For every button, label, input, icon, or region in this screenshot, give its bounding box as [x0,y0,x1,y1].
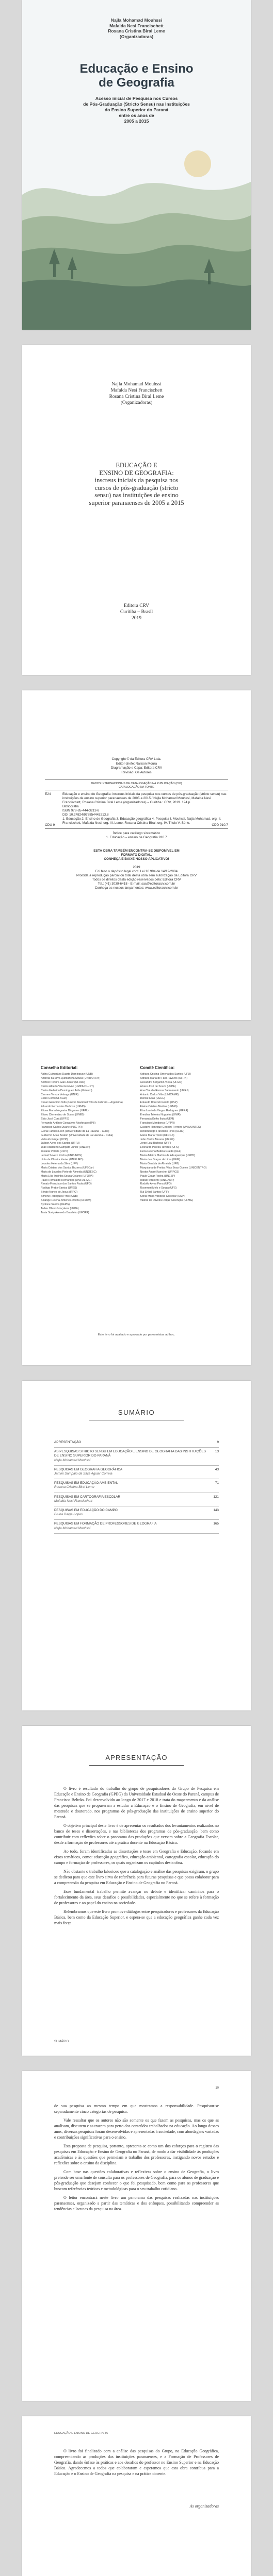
cover-title-line: Educação e Ensino [79,62,194,76]
toc-entry-author: Bruna Daiga-Lopes [54,1513,83,1517]
toc-entry-author: Najla Mohamad Mouhssi [54,1458,91,1462]
summary-title: SUMÁRIO [118,1409,155,1416]
council-member: Rui Erthal Santos (UFF) [140,1191,169,1194]
title-page [22,345,251,675]
cover-name: Mafalda Nesi Francischett [109,23,164,28]
paragraph: de sua pesquisa ao mesmo tempo em que mostramos a responsabilidade. Pesquisou-se separadamente cinco categorias de pesquisa. [54,2104,219,2114]
cip-classification [45,823,228,827]
council-member: Francisco Carlos Duarte (PUC-PR) [41,1125,83,1129]
council-member: Denise Elias (UECE) [140,1097,165,1100]
catalog-index [22,832,251,840]
rights-year: 2019 [133,866,140,869]
toc-entry-author: Najla Mohamad Mouhssi [54,1526,91,1530]
cover-name: Rosana Cristina Biral Leme [108,28,165,33]
council-member: Álvaro José de Souza (UFPE) [140,1084,176,1088]
council-member: Simone Rodrigues Pinto (UNB) [41,1195,78,1198]
legal-deposit: Foi feito o depósito legal conf. Lei 10.994 de 14/12/2004 [95,870,178,873]
cover-subtitle-line: do Ensino Superior do Paraná [104,107,169,112]
council-member: Jorge Luiz Barbosa (UFF) [140,1142,171,1145]
title-line: sensu) nas instituições de ensino [94,492,179,499]
toc-entry-title: PESQUISAS EM EDUCAÇÃO DO CAMPO [54,1509,118,1513]
toc-entry-page: 43 [215,1467,219,1471]
editorial-council-list [41,1073,133,1215]
council-member: Gloria Fariñas León (Universidade de La Havana – Cuba) [41,1129,109,1133]
council-member: Andréia da Silva Quintanilha Sousa (UNIR/UFRN) [41,1076,101,1080]
council-member: Marquiana de Freitas Vilas Boas Gomes (UNICENTRO) [140,1166,207,1170]
council-member: Sydione Santos (UEPG) [41,1203,70,1206]
cip-doi: DOI 10.24824/978854443213.8 [62,813,109,817]
cover-name: (Organizadoras) [119,33,154,39]
catalog-index-entry: 1. Educação – ensino de Geografia 910.7 [106,836,167,839]
author-role: (Organizadoras) [120,400,153,405]
app-notice: CONHEÇA E BAIXE NOSSO APLICATIVO! [104,857,169,861]
layout-line: Diagramação e Capa: Editora CRV [110,766,163,770]
spacer [43,861,230,866]
council-member: Elizeu Clementino de Souza (UNEB) [41,1113,85,1117]
council-member: Nestor André Kaercher (UFRGS) [140,1170,180,1174]
council-member: João Adalberto Campato Junior (UNESP) [41,1146,90,1149]
paragraph: Ao todo, foram identificadas as dissertações e teses em Geografia e Educação, focando em eixos temáticos, como: educação geográfica, educação ambiental, cartografia escolar, educação do campo e formação de professores, os quais organizam os capítulos desta obra. [54,1849,219,1865]
presentation-final-page [22,2416,251,2576]
council-member: Celso Conti (UFSCar) [41,1097,67,1100]
council-member: Carmen Tereza Velanga (UNIR) [41,1093,79,1096]
toc-entry-title: AS PESQUISAS STRICTO SENSU EM EDUCAÇÃO E ENSINO DE GEOGRAFIA DAS INSTITUIÇÕES DE ENSINO SUPERIOR DO PARANÁ [54,1450,206,1458]
cover-illustration [22,133,251,330]
council-member: Paulo Cesar Rocha (UNESP) [140,1174,175,1178]
presentation-page [22,1726,251,2056]
presentation-title: APRESENTAÇÃO [105,1754,168,1761]
presentation-continued-body [54,2103,219,2215]
copyright-line: Copyright © da Editora CRV Ltda. [111,757,162,761]
scientific-committee-title: Comitê Científico: [140,1065,175,1070]
council-member: Tania Suely Azevedo Brasileiro (UFOPA) [41,1211,89,1214]
cover-name: Najla Mohamad Mouhssi [110,18,163,23]
council-member: Adriana Cristina Omena dos Santos (UFU) [140,1073,191,1076]
cover-subtitle-line: 2005 a 2015 [124,118,149,124]
scientific-committee-list [140,1073,233,1203]
presentation-body [54,1786,219,1929]
council-member: Maria das Graças de Lima (UEM) [140,1158,180,1162]
council-member: Lourdes Helena da Silva (UFV) [41,1162,78,1165]
copyright-credits [22,757,251,775]
council-member: Enedina Teixeira Nogueira (UNIR) [140,1113,181,1117]
toc-entry[interactable] [54,1506,219,1520]
summary-link[interactable]: SUMÁRIO [54,2040,69,2043]
council-member: Fernando Antônio Gonçalves Alcoforado (IPB) [41,1121,96,1125]
presentation-continued-page [22,2071,251,2401]
council-member: Lídia de Oliveira Xavier (UNIEURO) [41,1158,84,1162]
cover-page [22,0,251,330]
council-columns [41,1065,232,1215]
title-page-title [69,462,204,506]
scientific-committee [140,1065,233,1215]
title-line: superior paranaenses de 2005 a 2015 [89,499,184,506]
toc-entry-page: 71 [215,1481,219,1485]
council-member: João Carlos Moreira (UEPG) [140,1138,174,1141]
council-member: Élsio José Corá (UFFS) [41,1117,69,1121]
toc-entry[interactable] [54,1438,219,1448]
rights-reserved: Todos os direitos desta edição reservados pela: Editora CRV [92,878,181,882]
editor-line: Editor-chefe: Railson Moura [116,761,157,766]
council-member: Gustavo Henrique Cepolini Ferreira (UNIMONTES) [140,1125,201,1129]
council-member: Rosemeri Melo e Souza (UFS) [140,1187,177,1190]
council-member: Elione Maria Nogueira Diogenes (UFAL) [41,1109,89,1113]
council-member: Helmuth Krüger (UCP) [41,1138,68,1141]
table-of-contents [54,1438,219,1534]
council-member: Sonia Maria Vanzella Castellar (USP) [140,1195,185,1198]
council-member: Elsa Laurinda Viegas Rodrigues (UFRA) [140,1109,188,1113]
toc-entry-author: Mafalda Nesi Francischett [54,1499,92,1503]
paragraph: Não obstante o trabalho laborioso que a catalogação e análise das pesquisas exigiram, o grupo se dedicou para que este livro sirva de referência para futuras pesquisas e que possa colaborar para a compreensão da pesquisa em Educação e Ensino de Geografia no Paraná. [54,1869,219,1885]
reproduction-notice: Proibida a reprodução parcial ou total desta obra sem autorização da Editora CRV [76,874,197,877]
council-member: Valéria de Oliveira Roque Ascenção (UFMG) [140,1199,194,1202]
cip-isbn: ISBN 978-85-444-3213-8 [62,809,100,812]
paragraph: Relembramos que este livro promove diálogos entre pesquisadores e professores da Educação Básica, bem como da Educação Superior, e espera-se que a educação geográfica ganhe cada vez mais força. [54,1909,219,1925]
paragraph: Esse fundamental trabalho permite avançar no debate e identificar caminhos para o fortalecimento da área, seus desafios e possibilidades, especialmente no que se refere à formação de professores e ao papel do ensino na sociedade. [54,1889,219,1905]
toc-entry-page: 165 [213,1522,219,1526]
digital-notice: FORMATO DIGITAL. [121,853,152,857]
author-name: Mafalda Nesi Francischett [110,388,163,393]
toc-entry-page: 9 [217,1440,219,1444]
cover-subtitle-line: Acesso inicial de Pesquisa nos Cursos [95,96,178,101]
council-member: Rodolfo Alves Pena (UFG) [140,1182,172,1186]
council-member: Hindenburgo Francisco Pires (UERJ) [140,1129,184,1133]
paragraph: Vale ressaltar que os autores não são somente os que fazem as pesquisas, mas os que as analisam, discutem e as trazem para perto dos conteúdos trabalhados na educação. Ao longo desses anos, diversas pesquisas foram desenvolvidas e apresentadas à sociedade, com abordagens variadas e contribuições significativas para o ensino. [54,2118,219,2140]
cip-record [45,792,228,825]
paragraph: O livro foi finalizado com a análise das pesquisas do Grupo, na Educação Geográfica, compreendendo as produções das instituições paranaenses, e a Formação de Professores de Geografia, dando ênfase às práticas e aos desafios do professor no Ensino Superior e na Educação Básica. Agradecemos a todos que colaboraram e esperamos que esta obra contribua para a Educação e o Ensino de Geografia na pesquisa e na prática docente. [54,2449,219,2476]
contact-line: Tel.: (41) 3039-6418 - E-mail: sac@editoracrv.com.br [98,882,175,886]
toc-entry-title: PESQUISAS EM CARTOGRAFIA ESCOLAR [54,1495,120,1499]
council-member: Josania Portela (UFPI) [41,1150,68,1154]
cip-header-line: DADOS INTERNACIONAIS DE CATALOGAÇÃO NA PUBLICAÇÃO (CIP) [91,782,182,785]
title-line: ENSINO DE GEOGRAFIA: [99,469,174,477]
council-member: Solange Helena Ximenes-Rocha (UFOPA) [41,1199,91,1202]
cip-topics: 1. Educação 2. Ensino de Geografia 3. Educação geográfica 4. Pesquisa I. Mouhssi, Najla Mohamad. org. II. Francischett, Mafalda Nesi. org. III. Leme, Rosana Cristina Biral. org. IV. Título V. Série. [62,817,221,825]
council-member: Carlos Federico Dominguez Avila (Unieuro) [41,1089,92,1092]
cip-header-line: CATALOGAÇÃO NA FONTE [119,786,154,789]
council-member: Maria de Lourdes Pinto de Almeida (UNOESC) [41,1170,97,1174]
editorial-council [41,1065,133,1215]
toc-entry-title: APRESENTAÇÃO [54,1440,82,1444]
paragraph: Esta proposta de pesquisa, portanto, apresenta-se como um dos esforços para o registro das pesquisas em Educação e Ensino de Geografia no Paraná, de modo a dar visibilidade às produções acadêmicas e às questões que permeiam o trabalho dos professores, instigando novos estudos e reflexões sobre o ensino da disciplina. [54,2144,219,2165]
council-member: Rafael Straforini (UNICAMP) [140,1178,174,1182]
paragraph: O leitor encontrará neste livro um panorama das pesquisas realizadas nas instituições paranaenses, organizado a partir das temáticas e dos enfoques, possibilitando compreender as tendências e lacunas da pesquisa na área. [54,2195,219,2211]
toc-entry-author: Jamini Sampaio da Silva Aguiar Correia [54,1472,113,1476]
council-member: Francisco Mendonça (UFPR) [140,1121,175,1125]
paragraph: O objetivo principal deste livro é de apresentar os resultados dos levantamentos realizados no banco de teses e dissertações, e nas bibliotecas dos programas de pós-graduação, bem como contribuir com reflexões sobre o panorama das produções que versam sobre a Geografia Escolar, desde a formação de professores até a prática docente na Educação Básica. [54,1823,219,1845]
council-member: Fernanda Keiko Ikuta (UEM) [140,1117,174,1121]
publisher-place: Curitiba – Brasil [120,609,153,615]
council-member: Paulo Romualdo Hernandes (UNIFAL-MG) [41,1178,92,1182]
toc-entry-author: Rosana Cristina Biral Leme [54,1485,94,1489]
council-member: Elaine Cristina Martins (UEMG) [140,1105,178,1109]
cdu-code: CDU 9 [45,823,55,827]
page-number: 10 [215,2087,219,2090]
toc-entry-page: 13 [215,1450,219,1454]
toc-entry-title: PESQUISAS EM GEOGRAFIA GEOGRÁFICA [54,1467,123,1471]
presentation-final-body [54,2448,219,2477]
council-member: Tadeu Oliver Gonçalves (UFPA) [41,1207,79,1210]
publisher-name: Editora CRV [123,603,150,608]
copyright-page [22,690,251,1020]
council-member: Antônio Pereira Gaio Júnior (UFRRJ) [41,1080,85,1084]
council-member: Maria Adailza Martins de Albuquerque (UFPB) [140,1154,195,1158]
council-member: Lucia Helena Batista Gratão (UEL) [140,1150,182,1154]
council-member: Renato Francisco dos Santos Paula (UFG) [41,1182,92,1186]
council-member: Cesar Gerónimo Tello (Univer. Nacional Três de Febrero – Argentina) [41,1101,123,1105]
paragraph: Com base nas questões colaborativas e reflexivas sobre o ensino de Geografia, o livro pretende ser uma fonte de consulta para os professores de Geografia, para os alunos de graduação e pós-graduação que desejam conhecer o que foi pesquisado, bem como para os professores que buscam referências teóricas e metodológicas para o seu trabalho cotidiano. [54,2170,219,2191]
toc-entry-page: 121 [213,1495,219,1499]
catalog-index-title: Índice para catálogo sistemático [113,832,160,835]
digital-notice: ESTA OBRA TAMBÉM ENCONTRA-SE DISPONÍVEL EM [93,849,180,853]
editorial-council-title: Conselho Editorial: [41,1065,78,1070]
cip-header [22,782,251,789]
council-member: Sérgio Nunes de Jesus (IFRO) [41,1191,77,1194]
council-member: Jailson Alves dos Santos (UFRJ) [41,1142,80,1145]
council-member: Leonardo Pereira Tavares (UFS) [140,1146,179,1149]
summary-page [22,1381,251,1710]
toc-entry[interactable] [54,1493,219,1506]
website-line: Conheça os nossos lançamentos: www.editoracrv.com.br [94,886,179,890]
author-name: Rosana Cristina Biral Leme [109,394,164,399]
toc-entry[interactable] [54,1479,219,1493]
cover-subtitle-line: de Pós-Graduação (Stricto Sensu) nas Instituições [83,101,190,107]
council-member: Carlos Alberto Vilar Estêvão (UMINHO – PT) [41,1084,94,1088]
publisher-year: 2019 [132,616,141,621]
council-member: Maria Geralda de Almeida (UFG) [140,1162,180,1165]
council-member: Eduardo Donizeti Girotto (USP) [140,1101,178,1105]
title-page-publisher [22,603,251,621]
council-member: Leonel Severo Rocha (UNISINOS) [41,1154,82,1158]
council-member: Antonio Carlos Vitte (UNICAMP) [140,1093,179,1096]
title-line: inscreus iniciais da pesquisa nos [94,477,179,484]
council-member: Guillermo Arias Beatón (Universidade de La Havana – Cuba) [41,1133,114,1137]
cdd-code: CDD 910.7 [212,823,228,827]
title-line: cursos de pós-graduação (stricto [94,484,179,492]
title-page-authors [22,381,251,406]
council-member: Ivaine Maria Tonini (UFRGS) [140,1133,174,1137]
cip-code: E24 [45,792,51,796]
divider [45,828,228,829]
toc-entry[interactable] [54,1520,219,1533]
running-head: EDUCAÇÃO E ENSINO DE GEOGRAFIA [54,2432,108,2435]
council-member: Adriana Maria de Faria Tavares (UFRN) [140,1076,188,1080]
council-page [22,1036,251,1365]
council-member: Maria Cristina dos Santos Bezerra (UFSCar) [41,1166,94,1170]
rights-notice [43,849,230,890]
title-line: EDUCAÇÃO E [116,462,157,469]
cip-bibliography: Bibliografia [62,805,79,808]
cover-title [22,62,251,90]
toc-entry-title: PESQUISAS EM FORMAÇÃO DE PROFESSORES DE GEOGRAFIA [54,1522,157,1526]
cover-organizers [22,18,251,39]
toc-entry-page: 143 [213,1509,219,1513]
cover-title-line: de Geografia [99,76,174,90]
signature: As organizadoras [189,2504,219,2509]
council-member: Alexandre Bergamin Vieira (UFGD) [140,1080,182,1084]
council-member: Ana Cláudia Ramos Sacramento (UERJ) [140,1089,189,1092]
toc-entry[interactable] [54,1448,219,1466]
toc-entry-title: PESQUISAS EM EDUCAÇÃO AMBIENTAL [54,1481,118,1485]
cover-subtitle-line: entre os anos de [119,113,154,118]
cip-description: Educação e ensino de Geografia: inscreus iniciais da pesquisa nos cursos de pós-graduação (stricto sensu) nas instituições de ensino superior paranaenses de 2005 a 2015 / Najla Mohamad Mouhssi, Mafalda Nesi Francischett, Rosana Cristina Biral Leme (organizadoras) – Curitiba : CRV, 2019. 194 p. [62,792,227,804]
council-member: Eduardo Fernandes Barbosa (UFMG) [41,1105,86,1109]
toc-entry[interactable] [54,1466,219,1479]
peer-review-note: Este livro foi avaliado e aprovado por pareceristas ad hoc. [98,1333,175,1336]
cover-subtitle [53,96,220,124]
paragraph: O livro é resultado do trabalho do grupo de pesquisadores do Grupo de Pesquisa em Educação e Ensino de Geografia (GPEG) da Universidade Estadual do Oeste do Paraná, campus de Francisco Beltrão. Foi desenvolvido ao longo de 2017 e 2018 e trata do mapeamento e da análise das pesquisas que se propuseram a estudar a Educação e o Ensino de Geografia, em nível de mestrado e doutorado, nos programas de pós-graduação das instituições de ensino superior do Paraná. [54,1786,219,1819]
author-name: Najla Mohamad Mouhssi [111,382,162,387]
divider [89,1765,184,1766]
council-member: Aldira Guimarães Duarte Domínguez (UNB) [41,1073,93,1076]
council-member: Rodrigo Pratte-Santos (UFES) [41,1187,77,1190]
council-member: Maria Lília Imbiriba Sousa Colares (UFOPA) [41,1174,93,1178]
review-line: Revisão: Os Autores [121,770,152,774]
